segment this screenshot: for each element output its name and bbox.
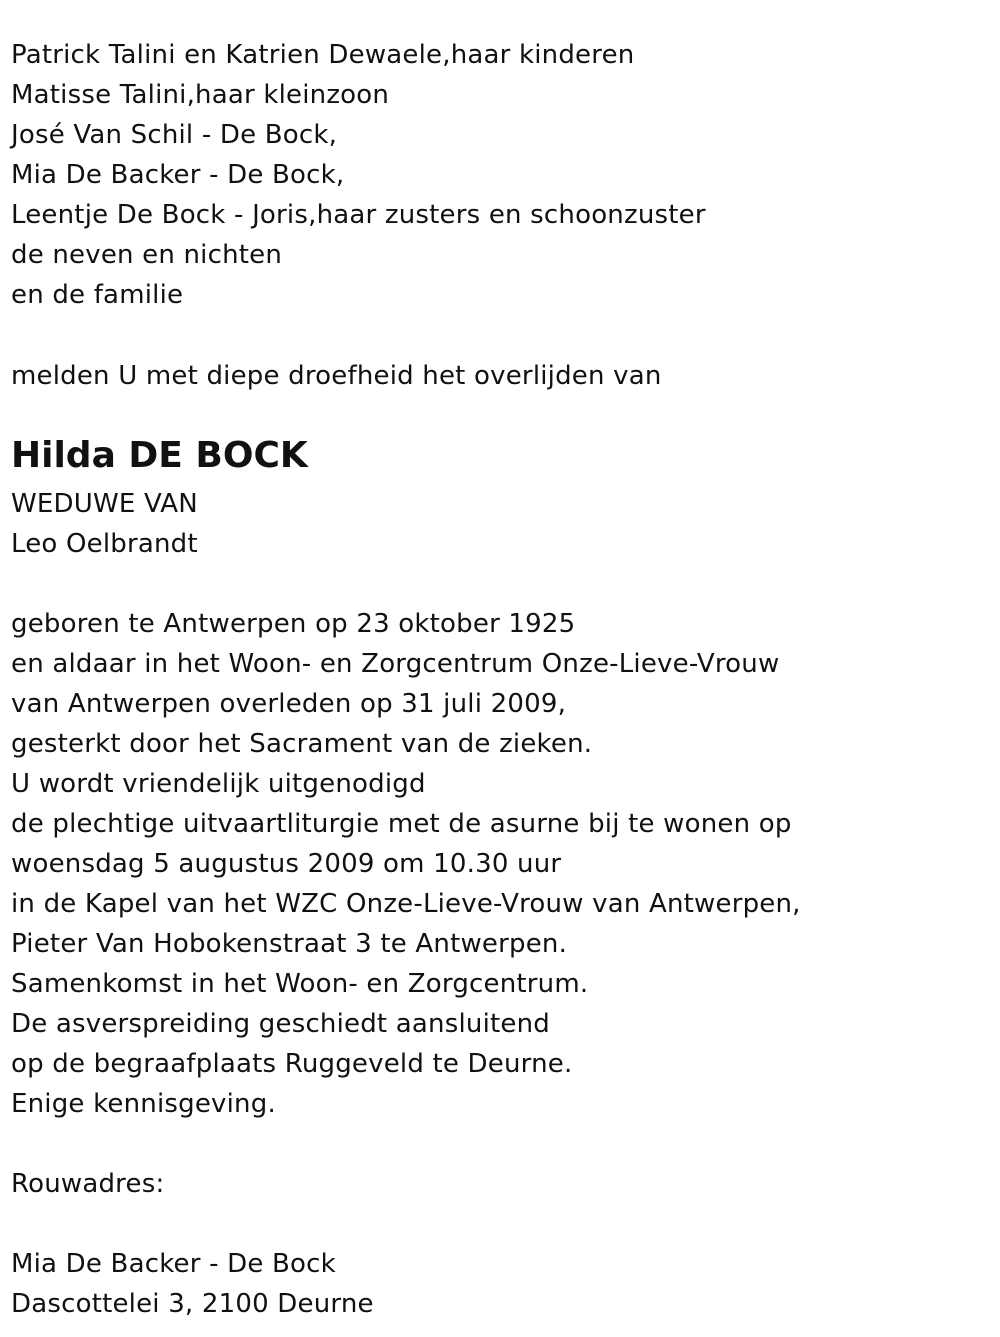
family-line: Mia De Backer - De Bock,: [11, 160, 345, 190]
detail-line: Samenkomst in het Woon- en Zorgcentrum.: [11, 969, 589, 999]
family-line: Patrick Talini en Katrien Dewaele,haar kinderen: [11, 40, 635, 70]
announcement-text: melden U met diepe droefheid het overlijden van: [11, 361, 662, 391]
family-line: en de familie: [11, 280, 184, 310]
detail-line: Enige kennisgeving.: [11, 1089, 276, 1119]
detail-line: van Antwerpen overleden op 31 juli 2009,: [11, 689, 567, 719]
family-line: de neven en nichten: [11, 240, 283, 270]
detail-line: woensdag 5 augustus 2009 om 10.30 uur: [11, 849, 562, 879]
family-line: José Van Schil - De Bock,: [11, 120, 338, 150]
mourning-address-label: Rouwadres:: [11, 1169, 165, 1199]
detail-line: in de Kapel van het WZC Onze-Lieve-Vrouw van Antwerpen,: [11, 889, 801, 919]
detail-line: gesterkt door het Sacrament van de zieken.: [11, 729, 593, 759]
deceased-status: WEDUWE VAN: [11, 489, 198, 519]
deceased-spouse: Leo Oelbrandt: [11, 529, 198, 559]
family-line: Matisse Talini,haar kleinzoon: [11, 80, 390, 110]
mourning-address-name: Mia De Backer - De Bock: [11, 1249, 336, 1279]
detail-line: U wordt vriendelijk uitgenodigd: [11, 769, 426, 799]
detail-line: geboren te Antwerpen op 23 oktober 1925: [11, 609, 576, 639]
detail-line: en aldaar in het Woon- en Zorgcentrum Onze-Lieve-Vrouw: [11, 649, 780, 679]
mourning-address-street: Dascottelei 3, 2100 Deurne: [11, 1289, 374, 1319]
family-line: Leentje De Bock - Joris,haar zusters en schoonzuster: [11, 200, 706, 230]
detail-line: De asverspreiding geschiedt aansluitend: [11, 1009, 550, 1039]
detail-line: Pieter Van Hobokenstraat 3 te Antwerpen.: [11, 929, 568, 959]
detail-line: op de begraafplaats Ruggeveld te Deurne.: [11, 1049, 573, 1079]
detail-line: de plechtige uitvaartliturgie met de asurne bij te wonen op: [11, 809, 792, 839]
deceased-name: Hilda DE BOCK: [11, 435, 308, 476]
